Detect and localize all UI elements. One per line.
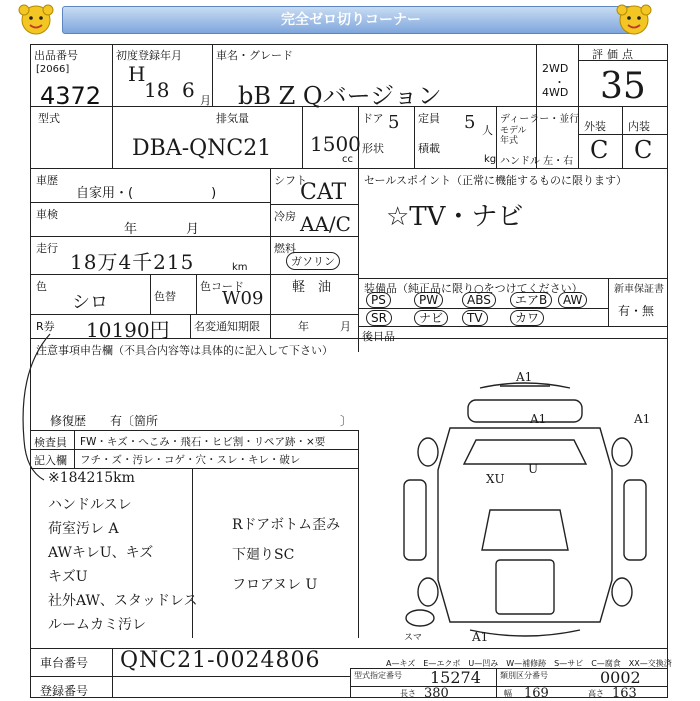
handwritten-line: 下廻りSC [232,547,295,563]
handwritten-line: ※184215km [48,470,135,486]
equip-item: ナビ [414,310,448,326]
door-value: 5 [388,112,400,133]
color-code-value: W09 [222,288,264,309]
disp-label: 排気量 [216,112,249,125]
drive-2wd: 2WD [542,62,569,75]
drive-dot: ・ [554,76,565,89]
model-value: DBA-QNC21 [132,136,272,161]
equip-row1 [366,292,606,308]
score-label: 評価点 [592,48,637,61]
reg-month-unit: 月 [200,94,211,107]
damage-mark: U [528,462,539,476]
reg-era: H [128,62,146,86]
shaken-month: 月 [186,222,200,237]
diagram-legend: A—キズ E—エクボ U—凹み W—補修跡 S—サビ C—腐食 XX—交換済 [386,659,672,668]
reg-label: 初度登録年月 [116,49,182,62]
handwritten-line: AWキレU、キズ [48,545,154,561]
lot-number: 4372 [40,82,102,110]
disp-value: 1500 [310,132,361,156]
damage-mark: XU [486,472,505,486]
drive-4wd: 4WD [542,86,569,99]
model-year-label: モデル 年式 [500,126,527,146]
shaken-label: 車検 [36,208,58,221]
damage-mark: A1 [516,370,533,384]
handwritten-line: ルームカミ汚レ [48,617,146,633]
cap-value: 5 [464,112,476,133]
handwritten-line: 荷室汚レ A [48,521,119,537]
notes-title: 注意事項申告欄（不具合内容等は具体的に記入して下さい） [36,344,333,357]
repaint-label: 色替 [154,290,176,303]
int-value: C [634,136,653,164]
color-code-label: 色コード [200,280,244,293]
width-label: 幅 [504,689,512,698]
lot-label: 出品番号 [34,49,78,62]
cap-unit: 人 [482,124,493,137]
warranty-value: 有・無 [618,304,655,318]
leader-line [14,330,64,490]
handwritten-line: Rドアボトム歪み [232,517,341,533]
equip-item: SR [366,310,392,326]
damage-mark: A1 [472,630,489,644]
equip-item: ABS [462,292,496,308]
ext-label: 外装 [584,120,606,133]
name-change-label: 名変通知期限 [194,320,260,333]
car-name-label: 車名・グレード [216,49,293,62]
load-label: 積載 [418,142,440,155]
equip-item: PW [414,292,443,308]
after-label: 後日品 [362,330,395,343]
recycle-label: R券 [36,320,55,333]
chassis-value: QNC21-0024806 [120,648,321,673]
diagram-bottom-mark: スマ [404,633,422,643]
mascot-left-icon [14,2,58,38]
sales-value: ☆TV・ナビ [386,202,524,232]
reg-month: 6 [182,78,195,102]
damage-mark: A1 [530,412,547,426]
mileage-value: 18万4千215 [70,250,195,274]
color-label: 色 [36,280,47,293]
height-label: 高さ [588,689,604,698]
warranty-label: 新車保証書 [614,284,664,295]
mascot-right-icon [612,2,656,38]
history-label: 車歴 [36,174,58,187]
damage-mark: A1 [634,412,651,426]
length-label: 長さ [400,689,416,698]
repair-label: 修復歴 有〔箇所 [50,414,159,428]
entry-label: 記入欄 [34,454,67,467]
load-unit: kg [484,154,497,165]
ac-value: AA/C [300,212,351,236]
name-change-year: 年 [298,320,309,333]
model-label: 型式 [38,112,60,125]
type-no-value: 15274 [430,668,481,687]
int-label: 内装 [628,120,650,133]
type-no-label: 型式指定番号 [354,671,402,680]
fuel-gas: ガソリン [286,252,340,270]
inspect-row2: フチ・ズ・汚レ・コゲ・穴・スレ・キレ・破レ [80,454,301,466]
shift-value: CAT [300,180,347,205]
equip-item: TV [462,310,488,326]
handwritten-line: キズU [48,569,88,585]
equip-item: エアB [510,292,552,308]
equip-item: PS [366,292,391,308]
reg-no-label: 登録番号 [40,684,89,698]
handwritten-line: 社外AW、スタッドレス [48,593,198,609]
car-damage-diagram [380,360,670,650]
shift-label: シフト [274,174,307,187]
inspect-row1: FW・キズ・へこみ・飛石・ヒビ割・リペア跡・×要 [80,436,326,448]
mileage-unit: km [232,262,248,273]
repair-close: 〕 [340,414,353,428]
handwritten-line: ハンドルスレ [48,497,132,513]
mileage-label: 走行 [36,242,58,255]
equip-row2 [366,310,606,326]
score-value: 35 [600,66,646,107]
handwritten-line: フロアヌレ U [232,577,318,593]
fuel-label: 燃料 [274,242,296,255]
chassis-label: 車台番号 [40,656,89,670]
cap-label: 定員 [418,112,440,125]
door-label: ドア [362,112,384,125]
fuel-diesel: 軽 油 [292,280,332,295]
reg-year: 18 [144,78,170,102]
lot-sub: [2066] [36,64,70,75]
dealer-label: ディーラー・並行 [500,114,580,125]
color-value: シロ [72,292,108,313]
length-value: 380 [424,686,449,701]
class-no-label: 類別区分番号 [500,671,548,680]
history-value: 自家用・( ) [76,186,217,201]
car-name: bB Z Qバージョン [238,82,442,110]
equip-label: 装備品（純正品に限り○をつけてください） [364,282,583,295]
ext-value: C [590,136,609,164]
recycle-value: 10190円 [86,318,170,342]
ac-label: 冷房 [274,210,296,223]
sales-label: セールスポイント（正常に機能するものに限ります） [364,174,628,187]
equip-item: AW [558,292,587,308]
width-value: 169 [524,686,549,701]
shaken-year: 年 [124,222,138,237]
height-value: 163 [612,686,637,701]
class-no-value: 0002 [600,668,641,687]
equip-item: カワ [510,310,544,326]
name-change-month: 月 [340,320,351,333]
disp-unit: cc [342,154,353,165]
banner-title: 完全ゼロ切りコーナー [62,6,640,34]
handle-label: ハンドル 左・右 [500,156,574,167]
shape-label: 形状 [362,142,384,155]
inspector-label: 検査員 [34,436,67,449]
